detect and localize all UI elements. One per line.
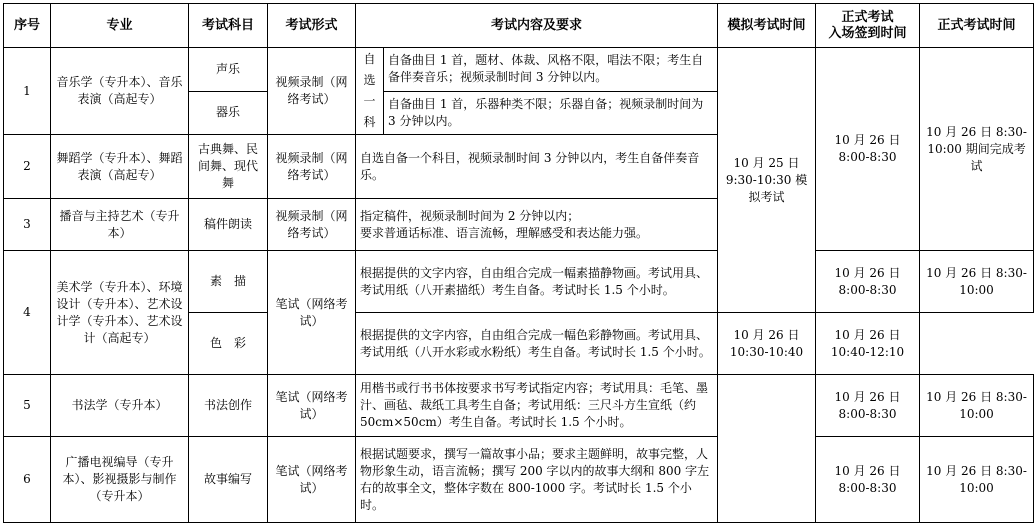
content-line: 要求普通话标准、语言流畅，理解感受和表达能力强。: [360, 225, 649, 240]
header-checkin-line1: 正式考试: [841, 9, 894, 25]
content-cell: 自选自备一个科目，视频录制时间 3 分钟以内，考生自备伴奏音乐。: [356, 135, 718, 199]
form-cell: 笔试（网络考试）: [268, 437, 356, 523]
header-checkin-time: [816, 4, 920, 48]
header-formal-time: 正式考试时间: [920, 4, 1034, 48]
checkin-time-cell: 10 月 26 日 8:00-8:30: [816, 375, 920, 437]
subject-cell: 器乐: [189, 91, 268, 135]
content-cell: 自备曲目 1 首，题材、体裁、风格不限，唱法不限；考生自备伴奏音乐；视频录制时间 3 分钟以内。: [384, 48, 718, 92]
form-cell: 视频录制（网络考试）: [268, 199, 356, 251]
form-cell: 视频录制（网络考试）: [268, 48, 356, 135]
subject-cell: 声乐: [189, 48, 268, 92]
content-cell: 用楷书或行书书体按要求书写考试指定内容；考试用具：毛笔、墨汁、画毡、裁纸工具考生自备；考试用纸：三尺斗方生宣纸（约 50cm×50cm）考生自备。考试时长 1.5 个小时。: [356, 375, 718, 437]
select-char: 一: [363, 94, 376, 108]
content-line: 指定稿件，视频录制时间为 2 分钟以内；: [360, 208, 580, 223]
table-row: [4, 437, 1034, 523]
form-cell: 笔试（网络考试）: [268, 251, 356, 375]
header-checkin-line2: 入场签到时间: [828, 25, 907, 41]
header-subject: 考试科目: [189, 4, 268, 48]
formal-time-cell: 10 月 26 日 8:30-10:00: [920, 437, 1034, 523]
checkin-time-cell: 10 月 26 日 10:30-10:40: [718, 313, 816, 375]
mock-time-empty-cell: [718, 375, 816, 523]
select-one-cell: [356, 48, 384, 135]
header-major: 专业: [51, 4, 189, 48]
major-cell: 播音与主持艺术（专升本）: [51, 199, 189, 251]
row-number: 1: [4, 48, 51, 135]
subject-cell: 素 描: [189, 251, 268, 313]
row-number: 2: [4, 135, 51, 199]
header-content: 考试内容及要求: [356, 4, 718, 48]
checkin-time-cell: 10 月 26 日 8:00-8:30: [816, 48, 920, 251]
major-cell: 广播电视编导（专升本）、影视摄影与制作（专升本）: [51, 437, 189, 523]
header-form: 考试形式: [268, 4, 356, 48]
row-number: 4: [4, 251, 51, 375]
major-cell: 音乐学（专升本）、音乐表演（高起专）: [51, 48, 189, 135]
formal-time-cell: 10 月 26 日 8:30-10:00: [920, 375, 1034, 437]
row-number: 3: [4, 199, 51, 251]
content-cell: 自备曲目 1 首，乐器种类不限；乐器自备；视频录制时间为 3 分钟以内。: [384, 91, 718, 135]
header-row: [4, 4, 1034, 48]
row-number: 6: [4, 437, 51, 523]
checkin-time-cell: 10 月 26 日 8:00-8:30: [816, 437, 920, 523]
exam-schedule-table: [3, 3, 1034, 523]
formal-time-cell: 10 月 26 日 8:30-10:00 期间完成考试: [920, 48, 1034, 251]
content-cell: [356, 199, 718, 251]
checkin-time-cell: 10 月 26 日 8:00-8:30: [816, 251, 920, 313]
content-cell: 根据试题要求，撰写一篇故事小品；要求主题鲜明，故事完整，人物形象生动，语言流畅；撰写 200 字以内的故事大纲和 800 字左右的故事全文，整体字数在 800-1000 字。考试时长 1.5 个小时。: [356, 437, 718, 523]
table-row: [4, 48, 1034, 92]
content-cell: 根据提供的文字内容，自由组合完成一幅色彩静物画。考试用具、考试用纸（八开水彩或水粉纸）考生自备。考试时长 1.5 个小时。: [356, 313, 718, 375]
subject-cell: 稿件朗读: [189, 199, 268, 251]
subject-cell: 书法创作: [189, 375, 268, 437]
subject-cell: 色 彩: [189, 313, 268, 375]
mock-time-cell: 10 月 25 日 9:30-10:30 模拟考试: [718, 48, 816, 313]
major-cell: 舞蹈学（专升本）、舞蹈表演（高起专）: [51, 135, 189, 199]
select-char: 科: [363, 115, 376, 129]
major-cell: 美术学（专升本）、环境设计（专升本）、艺术设计学（专升本）、艺术设计（高起专）: [51, 251, 189, 375]
header-mock-time: 模拟考试时间: [718, 4, 816, 48]
select-char: 选: [363, 73, 376, 87]
subject-cell: 故事编写: [189, 437, 268, 523]
header-no: 序号: [4, 4, 51, 48]
table-row: [4, 375, 1034, 437]
content-cell: 根据提供的文字内容，自由组合完成一幅素描静物画。考试用具、考试用纸（八开素描纸）考生自备。考试时长 1.5 个小时。: [356, 251, 718, 313]
row-number: 5: [4, 375, 51, 437]
formal-time-cell: 10 月 26 日 8:30-10:00: [920, 251, 1034, 313]
subject-cell: 古典舞、民间舞、现代舞: [189, 135, 268, 199]
formal-time-cell: 10 月 26 日 10:40-12:10: [816, 313, 920, 375]
form-cell: 笔试（网络考试）: [268, 375, 356, 437]
form-cell: 视频录制（网络考试）: [268, 135, 356, 199]
select-char: 自: [363, 52, 376, 66]
major-cell: 书法学（专升本）: [51, 375, 189, 437]
table-row: [4, 251, 1034, 313]
